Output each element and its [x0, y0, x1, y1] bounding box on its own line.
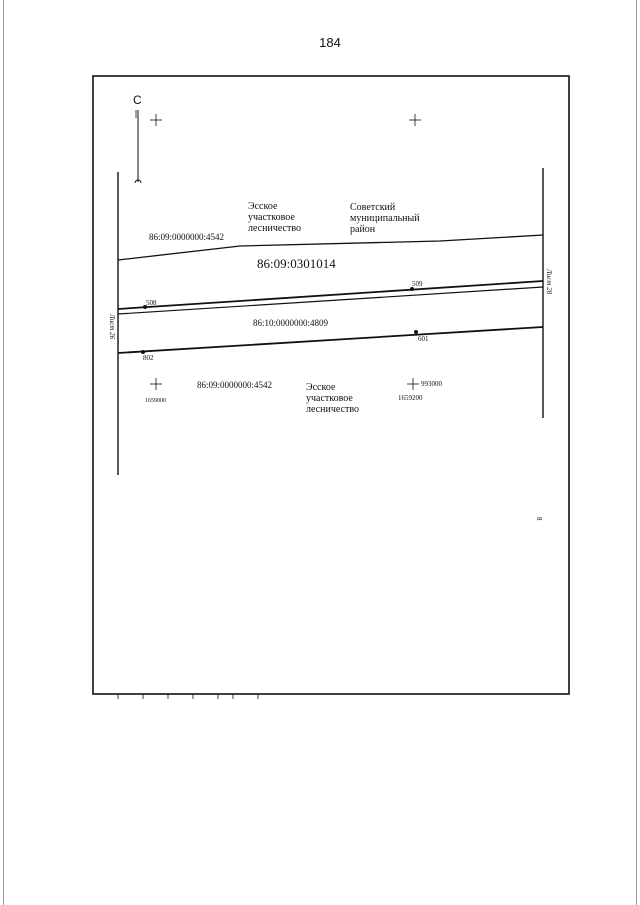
- district-line-2: муниципальный: [350, 213, 420, 224]
- sheet-ref-left: Лист 26: [108, 314, 116, 340]
- point-label-601: 601: [418, 335, 429, 343]
- point-601: [414, 330, 418, 334]
- district-line-3: район: [350, 224, 376, 235]
- lower-forestry-line-1: Эсское: [306, 382, 336, 393]
- district-line-1: Советский: [350, 202, 396, 213]
- lower-forestry-line-2: участковое: [306, 393, 353, 404]
- district-label: [350, 202, 420, 235]
- boundary-508-509: [118, 281, 543, 309]
- coordinate-x-right: 1659200: [398, 394, 423, 402]
- road-strip-parcel-number: 86:10:0000000:4809: [253, 318, 329, 328]
- upper-forestry-line-2: участковое: [248, 212, 295, 223]
- upper-forestry-line-1: Эсское: [248, 201, 278, 212]
- point-label-508: 508: [146, 299, 157, 307]
- boundary-802-601: [118, 327, 543, 353]
- road-strip-boundary: [118, 287, 543, 314]
- margin-mark: 8: [535, 517, 543, 521]
- point-label-509: 509: [412, 280, 423, 288]
- upper-forest-parcel-number: 86:09:0000000:4542: [149, 232, 225, 242]
- parcel-boundaries: [118, 235, 543, 353]
- north-arrow: [133, 93, 142, 183]
- sheet-ref-right: Лист 28: [545, 269, 553, 295]
- coordinate-x-left: 1659000: [145, 398, 166, 404]
- lower-forestry-label: [306, 382, 359, 415]
- point-label-802: 802: [143, 354, 154, 362]
- page-number: 184: [319, 35, 341, 50]
- lower-forestry-line-3: лесничество: [306, 404, 359, 415]
- upper-forestry-label: [248, 201, 301, 234]
- coordinate-y: 993000: [421, 380, 442, 388]
- main-parcel-number: 86:09:0301014: [257, 256, 336, 271]
- upper-forestry-line-3: лесничество: [248, 223, 301, 234]
- north-label: С: [133, 93, 142, 107]
- lower-forest-parcel-number: 86:09:0000000:4542: [197, 380, 273, 390]
